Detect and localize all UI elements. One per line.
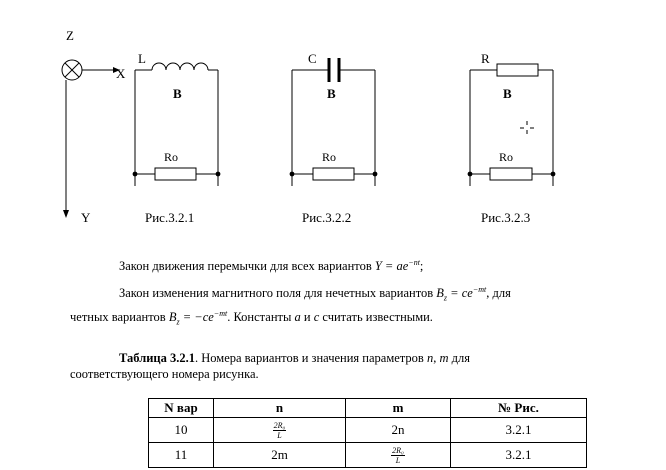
fig3-caption: Рис.3.2.3 [481,210,531,225]
cell-n [214,418,346,443]
formula-bz-even: $B_z = -ce^{-mt}$ [168,308,228,327]
table-caption-line2: соответствующего номера рисунка. [70,367,259,381]
axes [62,60,113,210]
header-figure: № Рис. [451,399,587,418]
axis-z-label: Z [66,28,74,43]
cell-m: 2n [346,418,451,443]
table-row [149,443,587,468]
fig1-field-label: B [173,86,182,101]
table-row [149,418,587,443]
fig2-element-label: C [308,51,317,66]
fig1-resistor-label: Ro [164,150,179,164]
table-caption-line1: Таблица 3.2.1. Номера вариантов и значения параметров n, m для [119,351,470,365]
fig1-caption: Рис.3.2.1 [145,210,195,225]
cell-figure: 3.2.1 [451,443,587,468]
fig3-resistor-label: Ro [499,150,514,164]
paragraph-field-law-odd: Закон изменения магнитного поля для нечетных вариантов $B_z = ce^{-mt}$, для [119,284,511,303]
header-n: n [214,399,346,418]
inductor-coil [152,63,208,70]
fig2-resistor-label: Ro [322,150,337,164]
fig3-field-label: B [503,86,512,101]
cell-figure: 3.2.1 [451,418,587,443]
axis-y-label: Y [81,210,91,225]
header-m: m [346,399,451,418]
circuit-fig3 [470,64,553,186]
paragraph-field-law-even: четных вариантов $B_z = -ce^{-mt}$. Константы a и c считать известными. [70,308,433,327]
cell-variant: 10 [149,418,214,443]
resistor-ro-1 [155,168,196,180]
fig2-field-label: B [327,86,336,101]
cursor-crosshair [520,121,534,134]
capacitor-plates [329,58,339,82]
axis-x-label: X [116,66,126,81]
cell-m [346,443,451,468]
formula-y: $Y = ae^{-nt}$ [374,257,420,273]
parameters-table [148,398,587,468]
resistor-ro-3 [490,168,532,180]
fraction: $\frac{\text{2R₀}}{L}$ [392,445,404,465]
circuit-fig1 [135,63,218,186]
header-variant: N вар [149,399,214,418]
cell-n: 2m [214,443,346,468]
fraction: $\frac{\text{2R₀}}{L}$ [273,420,286,440]
resistor-ro-2 [313,168,354,180]
table-header-row [149,399,587,418]
fig3-element-label: R [481,51,490,66]
fig2-caption: Рис.3.2.2 [302,210,352,225]
cell-variant: 11 [149,443,214,468]
resistor-r [497,64,538,76]
formula-bz-odd: $B_z = ce^{-mt}$ [436,284,487,303]
paragraph-motion-law: Закон движения перемычки для всех вариантов $Y = ae^{-nt}$; [119,257,424,273]
fig1-element-label: L [138,51,146,66]
